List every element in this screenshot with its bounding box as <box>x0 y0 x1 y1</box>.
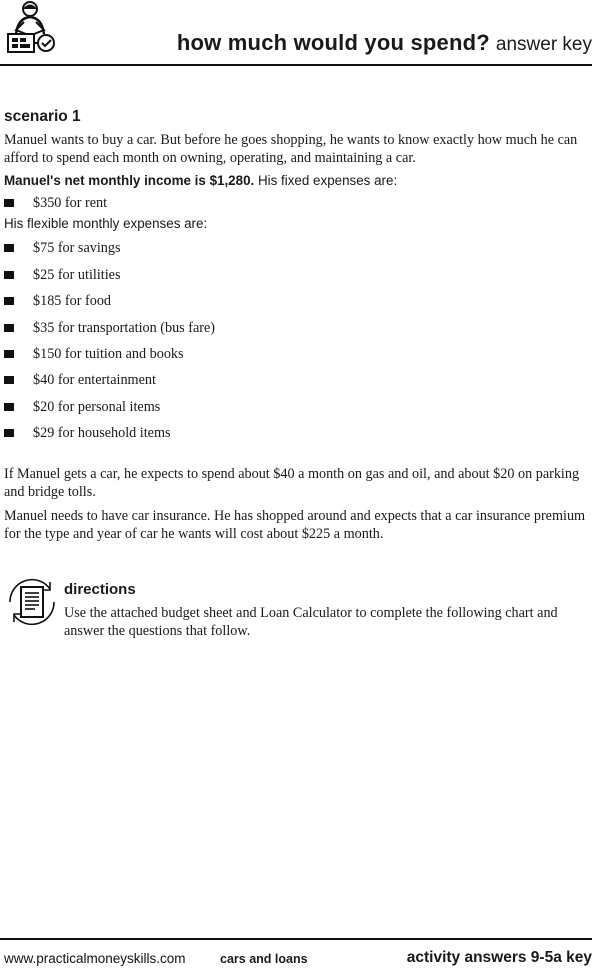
activity-label: activity answers 9-5a key <box>406 949 592 966</box>
directions-text: Use the attached budget sheet and Loan Calculator to complete the following chart and answer the questions that follow. <box>64 605 558 639</box>
income-statement <box>4 173 592 188</box>
list-item: $150 for tuition and books <box>4 345 592 371</box>
header-divider <box>0 64 592 66</box>
scenario-intro: Manuel wants to buy a car. But before he goes shopping, he wants to know exactly how much he can afford to spend each month on owning, operating, and maintaining a car. <box>4 132 578 166</box>
list-item: $185 for food <box>4 292 592 318</box>
scenario-section <box>4 108 592 543</box>
fixed-expenses-label: His fixed expenses are: <box>257 173 398 188</box>
bullet-square-icon <box>4 350 14 358</box>
bullet-square-icon <box>4 297 14 305</box>
insurance-paragraph: Manuel needs to have car insurance. He has shopped around and expects that a car insurance premium for the type and year of car he wants will cost about $225 a month. <box>4 507 586 542</box>
list-item: $75 for savings <box>4 239 592 265</box>
page-footer <box>0 938 598 970</box>
section-label: cars and loans <box>220 952 308 966</box>
footer-divider <box>0 938 592 940</box>
bullet-square-icon <box>4 271 14 279</box>
flexible-expenses-list <box>4 239 592 450</box>
bullet-square-icon <box>4 376 14 384</box>
flexible-expenses-label: His flexible monthly expenses are: <box>4 216 208 232</box>
list-item: $350 for rent <box>4 194 592 220</box>
fixed-expenses-list <box>4 194 592 220</box>
list-item: $20 for personal items <box>4 398 592 424</box>
bullet-square-icon <box>4 429 14 437</box>
directions-heading: directions <box>64 581 136 598</box>
list-item: $35 for transportation (bus fare) <box>4 319 592 345</box>
bullet-square-icon <box>4 244 14 252</box>
car-costs-paragraph: If Manuel gets a car, he expects to spend about $40 a month on gas and oil, and about $20 on parking and bridge tolls. <box>4 465 580 500</box>
page-title <box>177 30 592 56</box>
title-main: how much would you spend? <box>176 30 490 55</box>
list-item: $40 for entertainment <box>4 371 592 397</box>
bullet-square-icon <box>4 199 14 207</box>
list-item: $25 for utilities <box>4 266 592 292</box>
document-refresh-icon <box>4 574 60 630</box>
person-with-calculator-icon <box>2 0 58 58</box>
list-item: $29 for household items <box>4 424 592 450</box>
bullet-square-icon <box>4 324 14 332</box>
scenario-heading: scenario 1 <box>4 108 81 125</box>
page-header <box>0 0 598 70</box>
title-answer-key: answer key <box>495 34 592 55</box>
website-link[interactable]: www.practicalmoneyskills.com <box>4 951 186 966</box>
income-label: Manuel's net monthly income is $1,280. <box>4 173 255 188</box>
bullet-square-icon <box>4 403 14 411</box>
